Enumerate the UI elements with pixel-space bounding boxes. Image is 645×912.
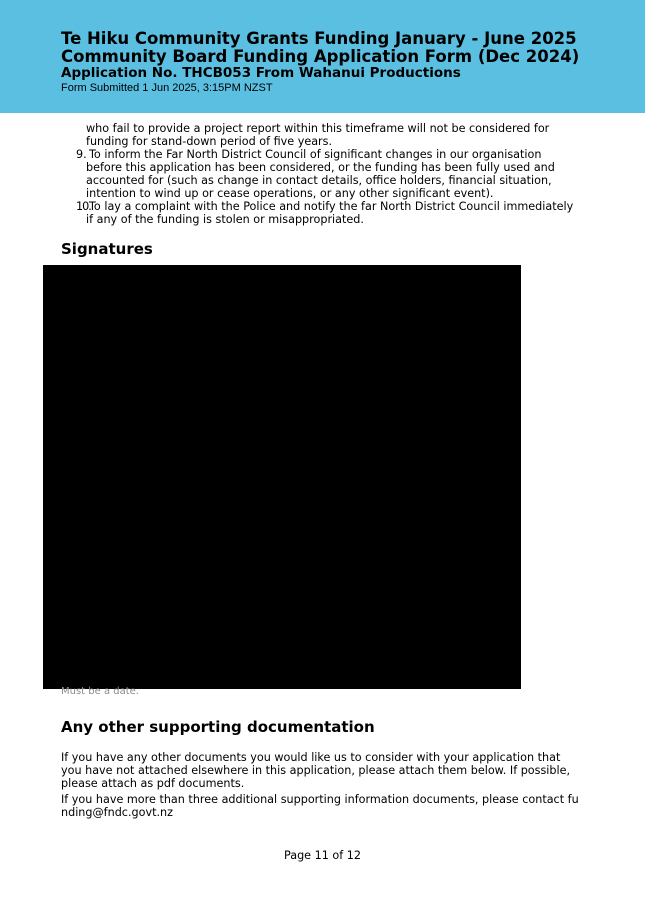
supporting-documentation-heading: Any other supporting documentation [61,718,375,736]
condition-line: intention to wind up or cease operations, or any other significant event). [86,187,494,200]
condition-continued-line: funding for stand-down period of five years. [86,135,333,148]
submission-timestamp: Form Submitted 1 Jun 2025, 3:15PM NZST [61,82,273,94]
condition-line: To inform the Far North District Council of significant changes in our organisation [89,148,542,161]
application-number: Application No. THCB053 From Wahanui Productions [61,65,461,81]
date-hint: Must be a date. [61,686,139,697]
condition-number: 9. [76,148,87,161]
signature-area [43,265,521,689]
condition-line: To lay a complaint with the Police and notify the far North District Council immediately [89,200,574,213]
condition-line: if any of the funding is stolen or misappropriated. [86,213,364,226]
supporting-paragraph-line: please attach as pdf documents. [61,777,245,790]
form-title-line-1: Te Hiku Community Grants Funding January - June 2025 [61,29,577,48]
condition-number: 10. [76,200,91,213]
condition-continued-line: who fail to provide a project report within this timeframe will not be considered for [86,122,550,135]
signatures-heading: Signatures [61,240,153,258]
supporting-paragraph-line: If you have any other documents you would like us to consider with your application that [61,751,561,764]
form-title-line-2: Community Board Funding Application Form (Dec 2024) [61,47,580,66]
page-number: Page 11 of 12 [283,849,361,862]
condition-line: accounted for (such as change in contact details, office holders, financial situation, [86,174,552,187]
supporting-paragraph-line: If you have more than three additional supporting information documents, please contact fu [61,793,579,806]
supporting-paragraph-line: nding@fndc.govt.nz [61,806,173,819]
condition-line: before this application has been considered, or the funding has been fully used and [86,161,555,174]
supporting-paragraph-line: you have not attached elsewhere in this application, please attach them below. If possible, [61,764,571,777]
form-header [0,0,645,113]
